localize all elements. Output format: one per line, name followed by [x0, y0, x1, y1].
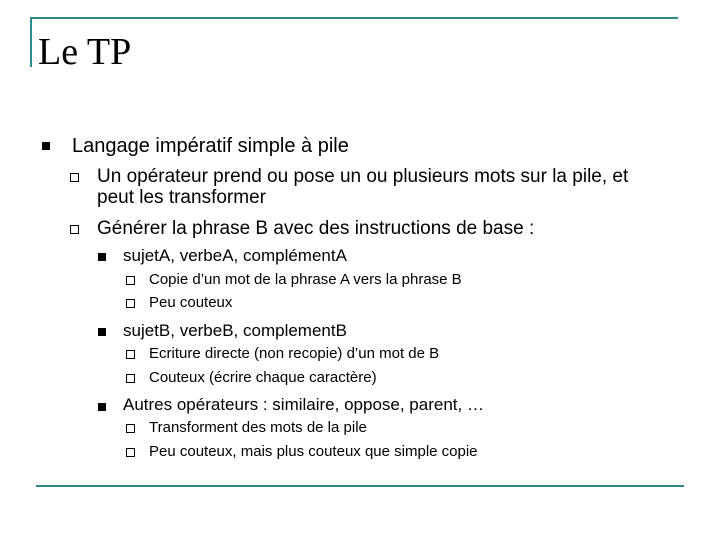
bullet-l4b1-text: Ecriture directe (non recopie) d’un mot de B	[149, 345, 440, 362]
bullet-l4c1-text: Transforment des mots de la pile	[149, 419, 367, 436]
slide-title: Le TP	[38, 31, 132, 73]
bullet-hollow	[126, 424, 135, 433]
bullet-hollow	[126, 350, 135, 359]
bullet-square	[98, 253, 106, 261]
bullet-l4c2-text: Peu couteux, mais plus couteux que simple copie	[149, 443, 478, 460]
bullet-square	[98, 328, 106, 336]
bullet-hollow	[126, 374, 135, 383]
bullet-l3c-text: Autres opérateurs : similaire, oppose, parent, …	[123, 395, 484, 414]
bullet-hollow	[126, 276, 135, 285]
bullet-hollow	[70, 173, 79, 182]
bullet-l1-text: Langage impératif simple à pile	[72, 135, 349, 157]
frame-top-rule	[30, 17, 678, 19]
bullet-l2a-text: Un opérateur prend ou pose un ou plusieurs mots sur la pile, et peut les transformer	[97, 166, 629, 208]
frame-left-rule	[30, 17, 32, 67]
bullet-l3b-text: sujetB, verbeB, complementB	[123, 321, 347, 340]
bullet-hollow	[70, 225, 79, 234]
bullet-hollow	[126, 299, 135, 308]
bullet-square	[42, 142, 50, 150]
bullet-square	[98, 403, 106, 411]
bullet-l4a2-text: Peu couteux	[149, 294, 233, 311]
bullet-hollow	[126, 448, 135, 457]
bullet-l4a1-text: Copie d’un mot de la phrase A vers la phrase B	[149, 271, 462, 288]
frame-bottom-rule	[36, 485, 684, 487]
bullet-l2b-text: Générer la phrase B avec des instructions de base :	[97, 218, 535, 239]
bullet-l3a-text: sujetA, verbeA, complémentA	[123, 246, 347, 265]
bullet-l4b2-text: Couteux (écrire chaque caractère)	[149, 369, 377, 386]
